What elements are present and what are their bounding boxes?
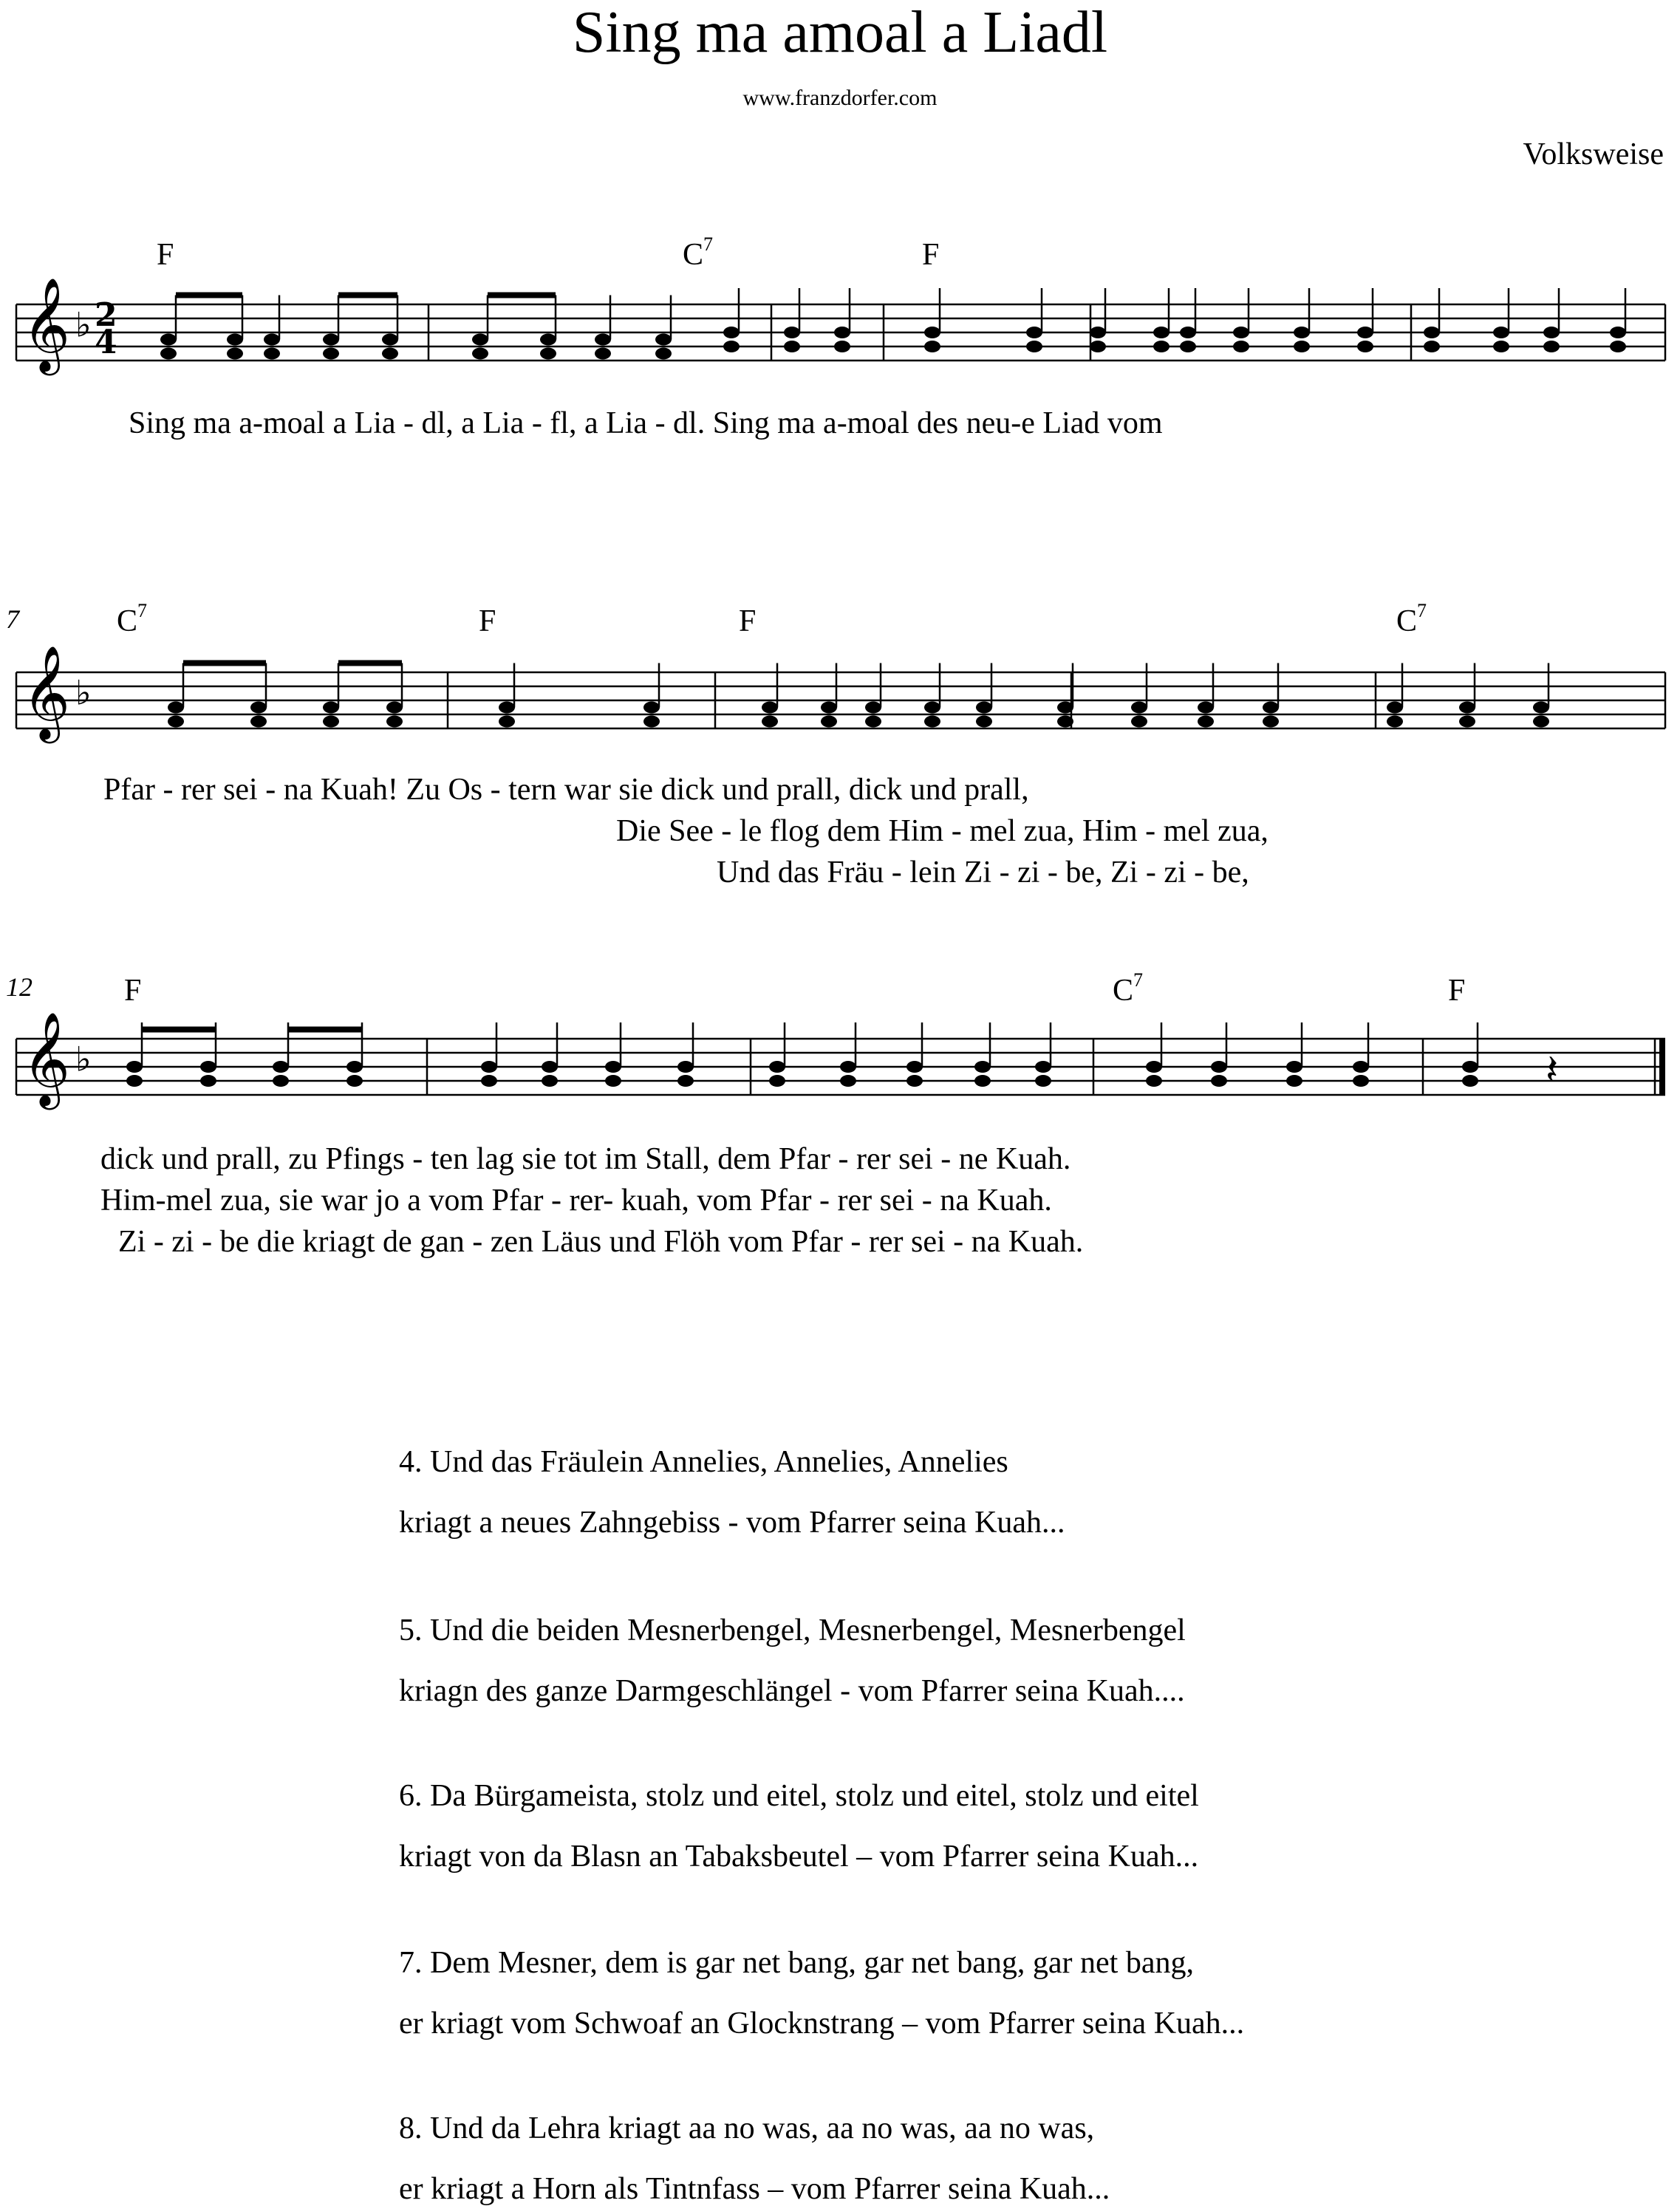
- lyrics-line: dick und prall, zu Pfings - ten lag sie tot im Stall, dem Pfar - rer sei - ne Kuah.: [100, 1142, 1071, 1176]
- note-head: [1462, 1075, 1478, 1087]
- website-url: www.franzdorfer.com: [742, 86, 938, 110]
- beam: [288, 1027, 362, 1033]
- chord-symbol: F: [1448, 974, 1466, 1008]
- note-head: [1610, 341, 1626, 352]
- note-head: [264, 334, 280, 346]
- beam: [183, 660, 266, 666]
- chord-symbol: $C^7$: [1396, 600, 1427, 638]
- note-head: [1146, 1061, 1162, 1073]
- note-head: [924, 341, 940, 352]
- time-signature: 4: [95, 324, 117, 361]
- note-head: [976, 702, 992, 714]
- note-head: [1090, 341, 1106, 352]
- note-head: [1493, 341, 1509, 352]
- note-head: [227, 334, 243, 346]
- composer: Volksweise: [1523, 137, 1664, 171]
- lyrics-line: Die See - le flog dem Him - mel zua, Him - mel zua,: [616, 814, 1268, 848]
- beam: [176, 293, 242, 298]
- note-head: [1180, 327, 1196, 338]
- lyrics-line: Pfar - rer sei - na Kuah! Zu Os - tern war sie dick und prall, dick und prall,: [103, 773, 1029, 807]
- note-head: [1357, 327, 1373, 338]
- note-head: [1533, 716, 1549, 728]
- note-head: [643, 702, 660, 714]
- note-head: [1057, 702, 1073, 714]
- note-head: [472, 334, 488, 346]
- note-head: [499, 702, 515, 714]
- beam: [488, 293, 556, 298]
- note-head: [605, 1075, 621, 1087]
- note-head: [323, 702, 339, 714]
- note-head: [273, 1061, 289, 1073]
- note-head: [723, 327, 740, 338]
- note-head: [1459, 716, 1475, 728]
- note-head: [200, 1075, 216, 1087]
- note-head: [1035, 1061, 1051, 1073]
- note-head: [386, 716, 403, 728]
- lyrics-line: Und das Fräu - lein Zi - zi - be, Zi - zi - be,: [717, 856, 1249, 889]
- note-head: [323, 348, 339, 360]
- note-head: [346, 1075, 363, 1087]
- chord-symbol: F: [157, 238, 174, 272]
- note-head: [865, 716, 881, 728]
- note-head: [821, 716, 837, 728]
- measure-number: 12: [6, 972, 33, 1002]
- note-head: [643, 716, 660, 728]
- note-head: [382, 334, 398, 346]
- note-head: [840, 1075, 856, 1087]
- note-head: [1387, 716, 1403, 728]
- note-head: [906, 1075, 923, 1087]
- note-head: [1294, 327, 1310, 338]
- note-head: [1543, 341, 1560, 352]
- song-title: Sing ma amoal a Liadl: [572, 0, 1108, 65]
- verse-line: kriagt a neues Zahngebiss - vom Pfarrer seina Kuah...: [399, 1506, 1065, 1540]
- treble-clef-icon: 𝄞: [22, 1011, 71, 1106]
- verse-line: kriagt von da Blasn an Tabaksbeutel – vom Pfarrer seina Kuah...: [399, 1840, 1199, 1874]
- note-head: [323, 334, 339, 346]
- note-head: [595, 334, 611, 346]
- note-head: [250, 702, 267, 714]
- note-head: [769, 1061, 785, 1073]
- note-head: [386, 702, 403, 714]
- flat-sign-icon: ♭: [75, 672, 92, 713]
- lyrics-line: Him-mel zua, sie war jo a vom Pfar - rer- kuah, vom Pfar - rer sei - na Kuah.: [100, 1184, 1052, 1218]
- chord-symbol: F: [479, 604, 496, 638]
- note-head: [382, 348, 398, 360]
- chord-symbol: $C^7$: [117, 600, 148, 638]
- note-head: [1153, 327, 1169, 338]
- beam: [338, 293, 397, 298]
- flat-sign-icon: ♭: [75, 304, 92, 345]
- lyrics-line: Zi - zi - be die kriagt de gan - zen Läus und Flöh vom Pfar - rer sei - na Kuah.: [118, 1225, 1084, 1259]
- quarter-rest-icon: 𝄽: [1546, 1045, 1559, 1094]
- note-head: [865, 702, 881, 714]
- note-head: [605, 1061, 621, 1073]
- treble-clef-icon: 𝄞: [22, 276, 71, 372]
- note-head: [1387, 702, 1403, 714]
- note-head: [1090, 327, 1106, 338]
- beam: [142, 1027, 216, 1033]
- note-head: [168, 702, 184, 714]
- note-head: [273, 1075, 289, 1087]
- time-signature: 2: [95, 296, 117, 334]
- note-head: [1286, 1075, 1302, 1087]
- note-head: [542, 1075, 558, 1087]
- verse-line: er kriagt vom Schwoaf an Glocknstrang – vom Pfarrer seina Kuah...: [399, 2007, 1245, 2041]
- note-head: [250, 716, 267, 728]
- verse-line: er kriagt a Horn als Tintnfass – vom Pfarrer seina Kuah...: [399, 2172, 1110, 2206]
- note-head: [677, 1075, 694, 1087]
- note-head: [974, 1061, 991, 1073]
- note-head: [264, 348, 280, 360]
- verse-line: 6. Da Bürgameista, stolz und eitel, stolz und eitel, stolz und eitel: [399, 1779, 1199, 1813]
- note-head: [1286, 1061, 1302, 1073]
- note-head: [1459, 702, 1475, 714]
- note-head: [924, 702, 940, 714]
- note-head: [762, 702, 778, 714]
- flat-sign-icon: ♭: [75, 1039, 92, 1079]
- verse-line: 4. Und das Fräulein Annelies, Annelies, Annelies: [399, 1445, 1008, 1479]
- note-head: [974, 1075, 991, 1087]
- note-head: [924, 716, 940, 728]
- note-head: [1357, 341, 1373, 352]
- note-head: [126, 1075, 143, 1087]
- note-head: [1493, 327, 1509, 338]
- note-head: [1263, 702, 1279, 714]
- note-head: [1353, 1061, 1369, 1073]
- chord-symbol: $C^7$: [683, 233, 714, 272]
- note-head: [481, 1075, 497, 1087]
- note-head: [976, 716, 992, 728]
- note-head: [481, 1061, 497, 1073]
- note-head: [1131, 716, 1147, 728]
- note-head: [677, 1061, 694, 1073]
- note-head: [160, 348, 177, 360]
- note-head: [1233, 327, 1249, 338]
- note-head: [227, 348, 243, 360]
- treble-clef-icon: 𝄞: [22, 644, 71, 740]
- lyrics-line: Sing ma a-moal a Lia - dl, a Lia - fl, a Lia - dl. Sing ma a-moal des neu-e Liad vom: [129, 406, 1163, 440]
- note-head: [1424, 341, 1440, 352]
- verse-line: 8. Und da Lehra kriagt aa no was, aa no was, aa no was,: [399, 2111, 1095, 2145]
- note-head: [655, 348, 672, 360]
- chord-symbol: $C^7$: [1113, 969, 1144, 1008]
- note-head: [1211, 1075, 1227, 1087]
- note-head: [1057, 716, 1073, 728]
- note-head: [540, 348, 556, 360]
- chord-symbol: F: [124, 974, 142, 1008]
- note-head: [1424, 327, 1440, 338]
- verse-line: 7. Dem Mesner, dem is gar net bang, gar net bang, gar net bang,: [399, 1946, 1194, 1980]
- note-head: [200, 1061, 216, 1073]
- note-head: [1198, 716, 1214, 728]
- note-head: [1353, 1075, 1369, 1087]
- note-head: [769, 1075, 785, 1087]
- note-head: [1610, 327, 1626, 338]
- verse-line: kriagn des ganze Darmgeschlängel - vom Pfarrer seina Kuah....: [399, 1674, 1185, 1708]
- note-head: [1462, 1061, 1478, 1073]
- note-head: [840, 1061, 856, 1073]
- note-head: [834, 341, 850, 352]
- note-head: [1153, 341, 1169, 352]
- note-head: [784, 341, 800, 352]
- note-head: [595, 348, 611, 360]
- chord-symbol: F: [922, 238, 940, 272]
- note-head: [906, 1061, 923, 1073]
- note-head: [655, 334, 672, 346]
- note-head: [1026, 327, 1042, 338]
- note-head: [1026, 341, 1042, 352]
- note-head: [834, 327, 850, 338]
- note-head: [1533, 702, 1549, 714]
- note-head: [821, 702, 837, 714]
- note-head: [472, 348, 488, 360]
- note-head: [1233, 341, 1249, 352]
- note-head: [126, 1061, 143, 1073]
- beam: [338, 660, 402, 666]
- note-head: [762, 716, 778, 728]
- measure-number: 7: [6, 604, 19, 634]
- note-head: [1294, 341, 1310, 352]
- note-head: [723, 341, 740, 352]
- note-head: [1211, 1061, 1227, 1073]
- note-head: [540, 334, 556, 346]
- note-head: [924, 327, 940, 338]
- verse-line: 5. Und die beiden Mesnerbengel, Mesnerbengel, Mesnerbengel: [399, 1613, 1186, 1647]
- final-barline: [1659, 1039, 1665, 1095]
- note-head: [1198, 702, 1214, 714]
- note-head: [1146, 1075, 1162, 1087]
- note-head: [168, 716, 184, 728]
- note-head: [1263, 716, 1279, 728]
- note-head: [784, 327, 800, 338]
- note-head: [346, 1061, 363, 1073]
- note-head: [1035, 1075, 1051, 1087]
- note-head: [1131, 702, 1147, 714]
- note-head: [1180, 341, 1196, 352]
- note-head: [160, 334, 177, 346]
- note-head: [323, 716, 339, 728]
- note-head: [542, 1061, 558, 1073]
- note-head: [499, 716, 515, 728]
- chord-symbol: F: [739, 604, 757, 638]
- note-head: [1543, 327, 1560, 338]
